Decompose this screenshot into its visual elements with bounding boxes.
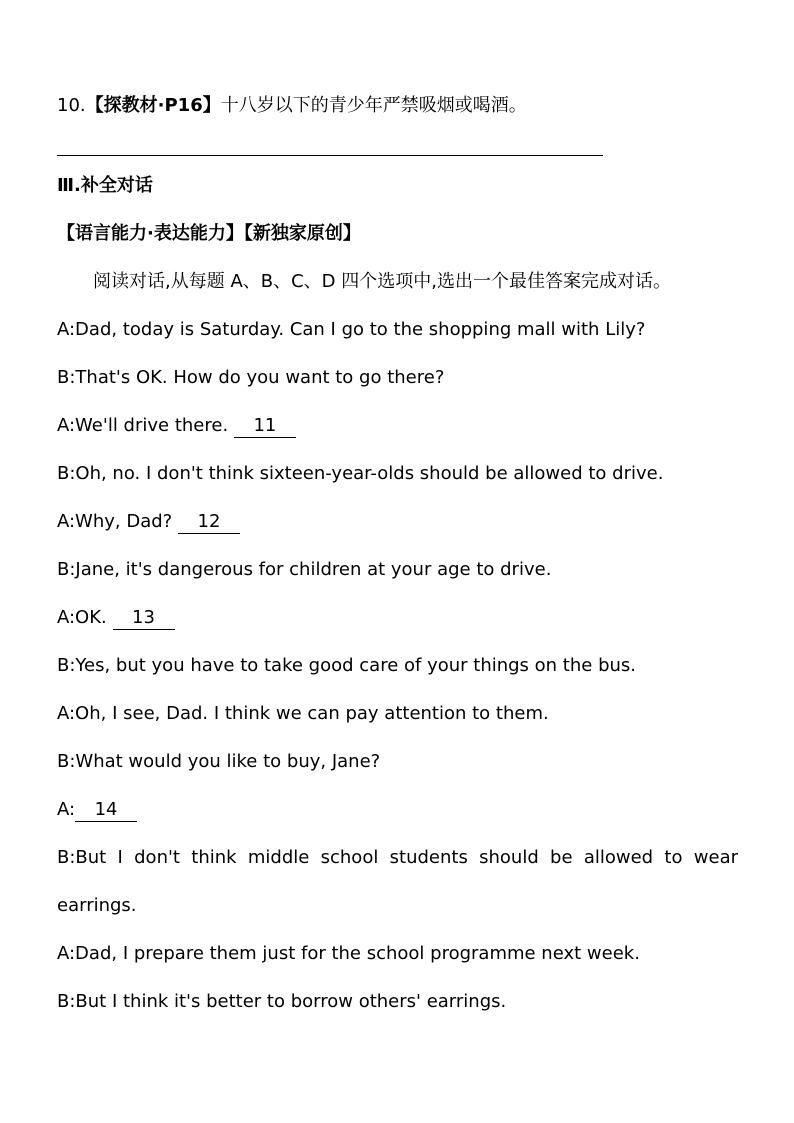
dialogue-line-8: B:Yes, but you have to take good care of your things on the bus. xyxy=(57,655,636,676)
dialogue-line-9: A:Oh, I see, Dad. I think we can pay attention to them. xyxy=(57,703,549,724)
dialogue-line-7 xyxy=(57,605,175,631)
dialogue-line-10: B:What would you like to buy, Jane? xyxy=(57,751,381,772)
blank-12: 12 xyxy=(178,511,240,534)
answer-line xyxy=(57,155,603,156)
blank-11: 11 xyxy=(234,415,296,438)
dialogue-line-5 xyxy=(57,509,240,535)
question-text: 十八岁以下的青少年严禁吸烟或喝酒。 xyxy=(220,95,527,116)
instruction-text: 阅读对话,从每题 A、B、C、D 四个选项中,选出一个最佳答案完成对话。 xyxy=(93,271,671,292)
dialogue-line-11 xyxy=(57,797,137,823)
section-tags: 【语言能力·表达能力】【新独家原创】 xyxy=(57,223,361,244)
section-title: Ⅲ.补全对话 xyxy=(57,175,153,196)
question-10 xyxy=(57,93,527,119)
question-tag: 【探教材·P16】 xyxy=(85,95,221,116)
dialogue-line-1: A:Dad, today is Saturday. Can I go to the shopping mall with Lily? xyxy=(57,319,646,340)
question-number: 10. xyxy=(57,95,86,116)
dialogue-line-12-continued: earrings. xyxy=(57,895,137,916)
dialogue-line-2: B:That's OK. How do you want to go there? xyxy=(57,367,445,388)
dialogue-text: A:OK. xyxy=(57,607,107,628)
dialogue-line-6: B:Jane, it's dangerous for children at your age to drive. xyxy=(57,559,552,580)
dialogue-text: A:Why, Dad? xyxy=(57,511,173,532)
dialogue-line-3 xyxy=(57,413,296,439)
dialogue-text: A:We'll drive there. xyxy=(57,415,229,436)
dialogue-text: A: xyxy=(57,799,76,820)
dialogue-line-4: B:Oh, no. I don't think sixteen-year-olds should be allowed to drive. xyxy=(57,463,664,484)
dialogue-line-12: B:But I don't think middle school students should be allowed to wear xyxy=(57,847,738,868)
blank-14: 14 xyxy=(75,799,137,822)
dialogue-line-14: B:But I think it's better to borrow others' earrings. xyxy=(57,991,507,1012)
dialogue-line-13: A:Dad, I prepare them just for the school programme next week. xyxy=(57,943,640,964)
blank-13: 13 xyxy=(113,607,175,630)
